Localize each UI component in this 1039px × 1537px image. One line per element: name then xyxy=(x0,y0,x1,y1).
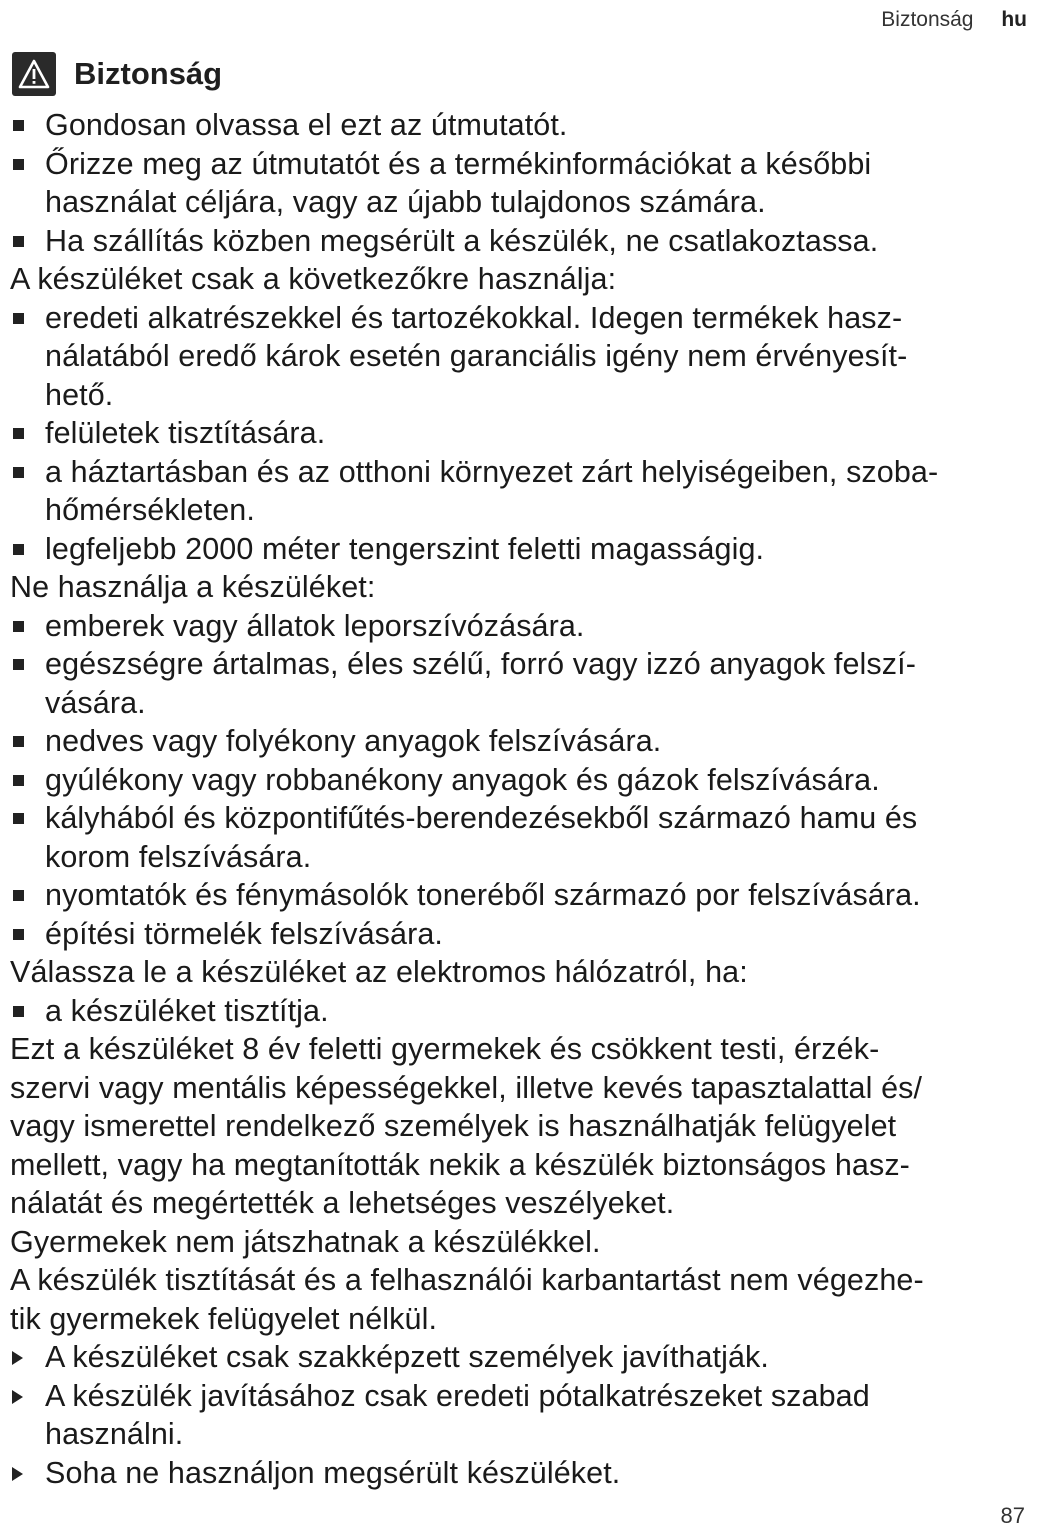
bullet-item xyxy=(10,414,1030,453)
bullet-square-icon xyxy=(13,659,24,670)
text-line: A készüléket csak szakképzett személyek javíthatják. xyxy=(45,1340,769,1374)
text-line: Ha szállítás közben megsérült a készülék, ne csatlakoztassa. xyxy=(45,223,879,258)
text-line: tik gyermekek felügyelet nélkül. xyxy=(10,1301,438,1336)
bullet-item xyxy=(10,453,1030,530)
paragraph xyxy=(10,260,1030,299)
instruction-item xyxy=(10,1377,1030,1454)
text-line: A készüléket csak a következőkre használja: xyxy=(10,262,617,296)
header-language: hu xyxy=(1001,8,1027,31)
text-line: eredeti alkatrészekkel és tartozékokkal. Idegen termékek hasz- xyxy=(45,300,903,335)
text-line: legfeljebb 2000 méter tengerszint feletti magasságig. xyxy=(45,531,765,566)
bullet-square-icon xyxy=(13,929,24,940)
bullet-item xyxy=(10,530,1030,569)
paragraph xyxy=(10,1030,1030,1223)
text-line: használat céljára, vagy az újabb tulajdonos számára. xyxy=(45,185,766,219)
paragraph xyxy=(10,1261,1030,1338)
text-line: Soha ne használjon megsérült készüléket. xyxy=(45,1455,621,1490)
text-line: hető. xyxy=(45,377,114,412)
text-line: vagy ismerettel rendelkező személyek is használhatják felügyelet xyxy=(10,1109,897,1143)
text-line: Ne használja a készüléket: xyxy=(10,570,376,604)
text-line: építési törmelék felszívására. xyxy=(45,916,443,951)
bullet-square-icon xyxy=(13,813,24,824)
text-line: egészségre ártalmas, éles szélű, forró vagy izzó anyagok felszí- xyxy=(45,647,916,681)
bullet-square-icon xyxy=(13,428,24,439)
text-line: használni. xyxy=(45,1417,184,1451)
text-line: A készülék javításához csak eredeti pótalkatrészeket szabad xyxy=(45,1378,870,1413)
bullet-item xyxy=(10,761,1030,800)
page-number: 87 xyxy=(1000,1503,1025,1528)
paragraph xyxy=(10,1223,1030,1262)
running-header xyxy=(881,8,1027,32)
text-line: nálatából eredő károk esetén garanciális igény nem érvényesít- xyxy=(45,339,908,373)
paragraph xyxy=(10,953,1030,992)
text-line: Válassza le a készüléket az elektromos hálózatról, ha: xyxy=(10,955,748,989)
instruction-item xyxy=(10,1338,1030,1377)
bullet-item xyxy=(10,106,1030,145)
bullet-square-icon xyxy=(13,775,24,786)
text-line: Ezt a készüléket 8 év feletti gyermekek és csökkent testi, érzék- xyxy=(10,1032,880,1066)
bullet-item xyxy=(10,915,1030,954)
text-line: szervi vagy mentális képességekkel, illetve kevés tapasztalattal és/ xyxy=(10,1070,923,1105)
bullet-item xyxy=(10,607,1030,646)
warning-icon xyxy=(12,52,56,96)
bullet-square-icon xyxy=(13,736,24,747)
text-line: felületek tisztítására. xyxy=(45,416,326,450)
bullet-item xyxy=(10,222,1030,261)
bullet-square-icon xyxy=(13,1006,24,1017)
bullet-item xyxy=(10,299,1030,415)
text-line: nedves vagy folyékony anyagok felszívására. xyxy=(45,724,662,758)
bullet-item xyxy=(10,145,1030,222)
bullet-item xyxy=(10,722,1030,761)
text-line: hőmérsékleten. xyxy=(45,493,255,527)
bullet-item xyxy=(10,876,1030,915)
arrow-marker-icon xyxy=(12,1390,23,1404)
bullet-square-icon xyxy=(13,236,24,247)
text-line: emberek vagy állatok leporszívózására. xyxy=(45,608,585,643)
safety-content xyxy=(10,106,1030,1492)
arrow-marker-icon xyxy=(12,1467,23,1481)
bullet-square-icon xyxy=(13,120,24,131)
bullet-item xyxy=(10,799,1030,876)
text-line: vására. xyxy=(45,685,146,720)
text-line: A készülék tisztítását és a felhasználói karbantartást nem végezhe- xyxy=(10,1263,924,1297)
instruction-item xyxy=(10,1454,1030,1493)
arrow-marker-icon xyxy=(12,1351,23,1365)
text-line: kályhából és központifűtés-berendezésekből származó hamu és xyxy=(45,801,918,835)
text-line: gyúlékony vagy robbanékony anyagok és gázok felszívására. xyxy=(45,762,880,797)
header-section: Biztonság xyxy=(881,8,974,31)
text-line: Gondosan olvassa el ezt az útmutatót. xyxy=(45,108,568,142)
text-line: a készüléket tisztítja. xyxy=(45,993,329,1028)
text-line: nyomtatók és fénymásolók toneréből származó por felszívására. xyxy=(45,878,921,912)
paragraph xyxy=(10,568,1030,607)
text-line: korom felszívására. xyxy=(45,839,312,874)
text-line: a háztartásban és az otthoni környezet zárt helyiségeiben, szoba- xyxy=(45,454,939,489)
page-title: Biztonság xyxy=(74,56,223,91)
text-line: nálatát és megértették a lehetséges veszélyeket. xyxy=(10,1186,675,1220)
bullet-square-icon xyxy=(13,467,24,478)
bullet-square-icon xyxy=(13,159,24,170)
text-line: mellett, vagy ha megtanították nekik a készülék biztonságos hasz- xyxy=(10,1147,910,1182)
text-line: Őrizze meg az útmutatót és a termékinformációkat a későbbi xyxy=(45,146,872,181)
bullet-square-icon xyxy=(13,890,24,901)
bullet-item xyxy=(10,992,1030,1031)
bullet-square-icon xyxy=(13,621,24,632)
bullet-item xyxy=(10,645,1030,722)
section-title-row xyxy=(12,52,222,96)
text-line: Gyermekek nem játszhatnak a készülékkel. xyxy=(10,1224,601,1259)
bullet-square-icon xyxy=(13,313,24,324)
bullet-square-icon xyxy=(13,544,24,555)
